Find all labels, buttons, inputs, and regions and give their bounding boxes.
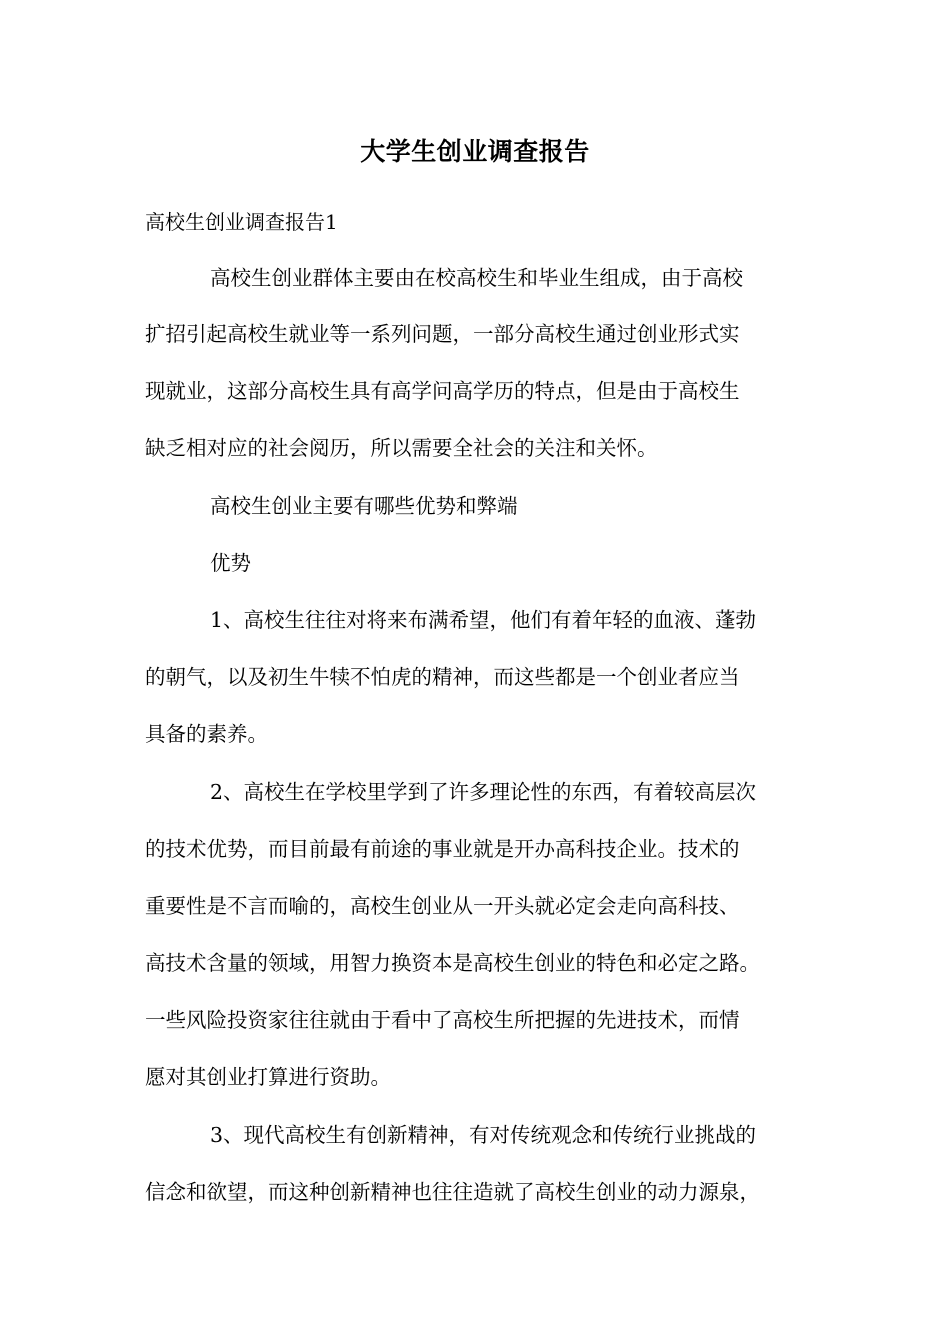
- text-line: 的朝气，以及初生牛犊不怕虎的精神，而这些都是一个创业者应当: [145, 665, 740, 689]
- text-line: 缺乏相对应的社会阅历，所以需要全社会的关注和关怀。: [145, 436, 658, 460]
- section-heading: 高校生创业调查报告1: [145, 210, 338, 234]
- text-line: 扩招引起高校生就业等一系列问题，一部分高校生通过创业形式实: [145, 322, 740, 346]
- text-line: 3、现代高校生有创新精神，有对传统观念和传统行业挑战的: [210, 1123, 757, 1147]
- document-title: 大学生创业调查报告: [360, 137, 590, 166]
- text-line: 高校生创业群体主要由在校高校生和毕业生组成，由于高校: [210, 266, 743, 290]
- text-line: 一些风险投资家往往就由于看中了高校生所把握的先进技术，而情: [145, 1008, 740, 1032]
- text-line: 高校生创业主要有哪些优势和弊端: [210, 494, 518, 518]
- text-line: 优势: [210, 551, 251, 575]
- text-line: 2、高校生在学校里学到了许多理论性的东西，有着较高层次: [210, 780, 757, 804]
- text-line: 1、高校生往往对将来布满希望，他们有着年轻的血液、蓬勃: [210, 608, 757, 632]
- text-line: 的技术优势，而目前最有前途的事业就是开办高科技企业。技术的: [145, 837, 740, 861]
- text-line: 愿对其创业打算进行资助。: [145, 1065, 391, 1089]
- text-line: 信念和欲望，而这种创新精神也往往造就了高校生创业的动力源泉，: [145, 1180, 760, 1204]
- text-line: 重要性是不言而喻的，高校生创业从一开头就必定会走向高科技、: [145, 894, 740, 918]
- text-line: 具备的素养。: [145, 722, 268, 746]
- text-line: 高技术含量的领域，用智力换资本是高校生创业的特色和必定之路。: [145, 951, 760, 975]
- text-line: 现就业，这部分高校生具有高学问高学历的特点，但是由于高校生: [145, 379, 740, 403]
